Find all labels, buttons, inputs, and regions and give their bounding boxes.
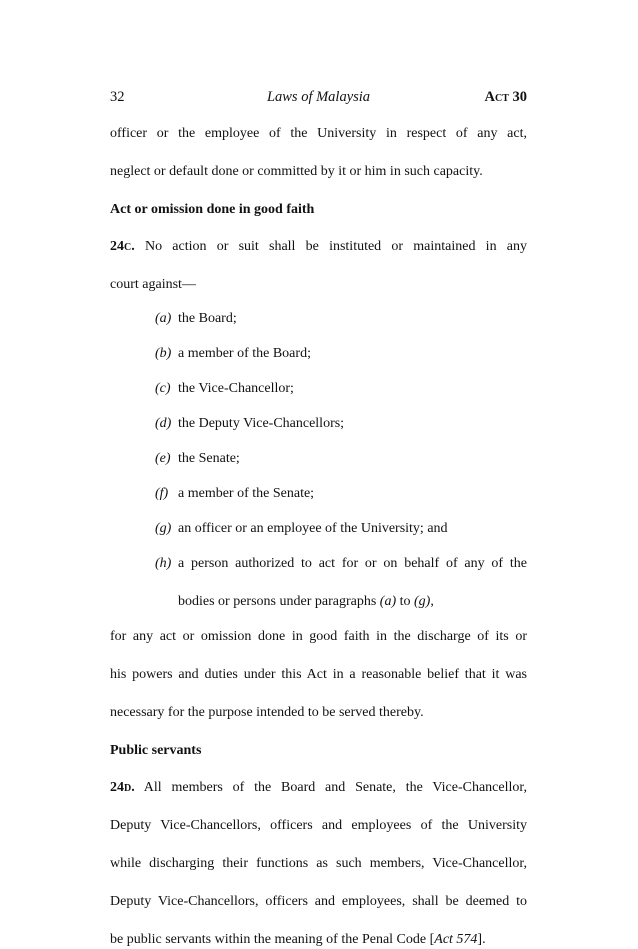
list-item [155, 519, 527, 538]
section-24d-number: 24d. [110, 780, 135, 795]
section-24c-intro-line-2: court against— [110, 277, 196, 292]
item-h-line-2: bodies or persons under paragraphs (a) to (g), [178, 594, 434, 609]
list-item [155, 344, 527, 363]
item-text: an officer or an employee of the University; and [178, 521, 448, 536]
item-label: (a) [155, 311, 172, 326]
section-24d-line-4: Deputy Vice-Chancellors, officers and employees, shall be deemed to [110, 894, 527, 909]
list-item [155, 309, 527, 328]
page-body [110, 124, 527, 949]
list-item [155, 449, 527, 468]
item-label: (d) [155, 416, 172, 431]
continuation-line-1: officer or the employee of the University in respect of any act, [110, 126, 527, 141]
section-24c-intro-line-1: 24c. No action or suit shall be instituted or maintained in any [110, 239, 527, 254]
item-text: a member of the Board; [178, 346, 311, 361]
section-24c-closing-line-1: for any act or omission done in good faith in the discharge of its or [110, 629, 527, 644]
item-label: (e) [155, 451, 171, 466]
item-text: the Senate; [178, 451, 240, 466]
item-h-line-1: a person authorized to act for or on behalf of any of the [178, 556, 527, 571]
item-label: (f) [155, 486, 169, 501]
section-24d-line-3: while discharging their functions as such members, Vice-Chancellor, [110, 856, 527, 871]
page-number: 32 [110, 89, 125, 105]
section-24c-number: 24c. [110, 239, 135, 254]
continuation-line-2: neglect or default done or committed by it or him in such capacity. [110, 164, 483, 179]
item-text: a member of the Senate; [178, 486, 315, 501]
section-24c-items [110, 309, 527, 611]
item-text: the Deputy Vice-Chancellors; [178, 416, 345, 431]
section-24c-closing-line-2: his powers and duties under this Act in a reasonable belief that it was [110, 667, 527, 682]
item-label: (b) [155, 346, 172, 361]
item-label: (g) [155, 521, 172, 536]
section-24d-heading: Public servants [110, 743, 202, 758]
list-item [155, 484, 527, 503]
list-item [155, 379, 527, 398]
item-label: (c) [155, 381, 171, 396]
section-24d-line-2: Deputy Vice-Chancellors, officers and employees of the University [110, 818, 527, 833]
item-text: the Vice-Chancellor; [178, 381, 294, 396]
section-24c-heading: Act or omission done in good faith [110, 202, 315, 217]
list-item [155, 414, 527, 433]
running-title: Laws of Malaysia [266, 89, 371, 105]
section-24d-line-1: 24d. All members of the Board and Senate, the Vice-Chancellor, [110, 780, 527, 795]
act-number: Act 30 [484, 89, 527, 105]
list-item [155, 554, 527, 611]
section-24c-closing-line-3: necessary for the purpose intended to be served thereby. [110, 705, 424, 720]
item-text: the Board; [178, 311, 237, 326]
section-24d-line-5: be public servants within the meaning of the Penal Code [Act 574]. [110, 932, 486, 947]
item-label: (h) [155, 556, 172, 571]
